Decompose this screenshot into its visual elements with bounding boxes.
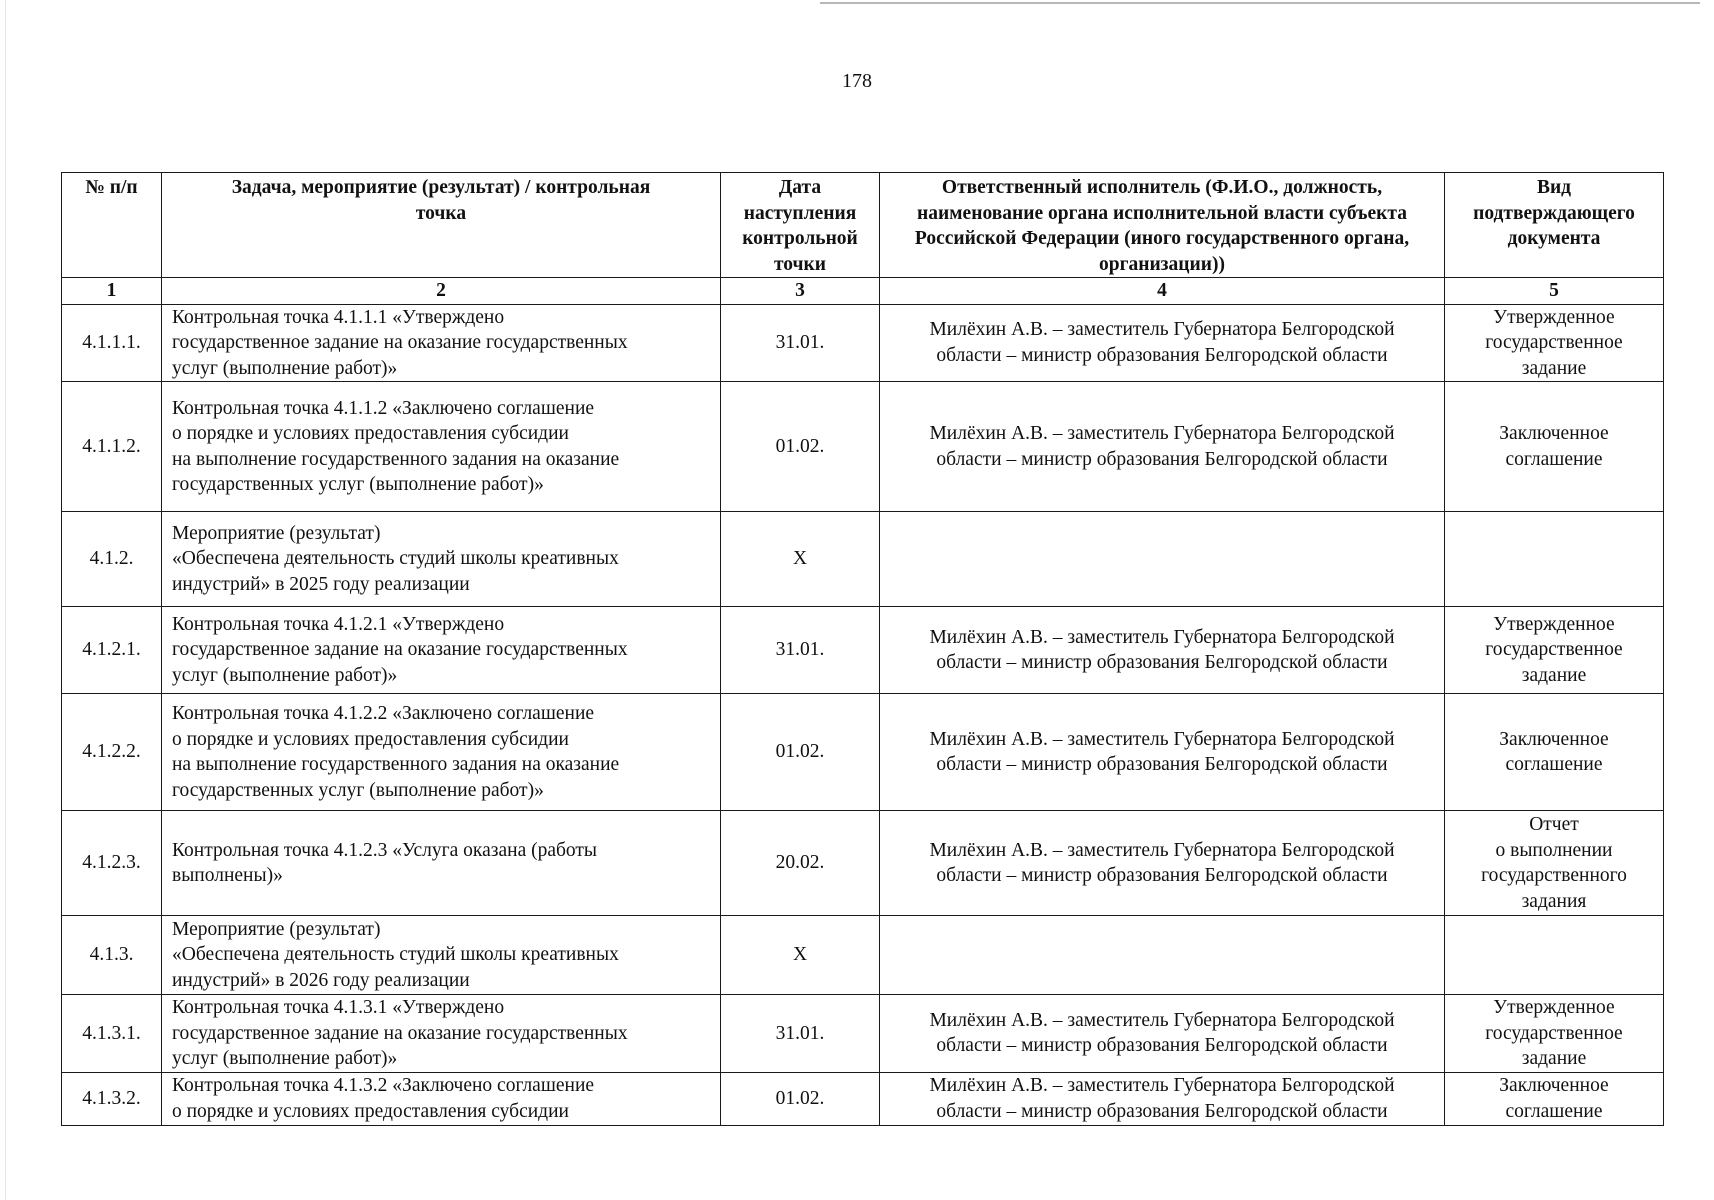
document-cell: [1445, 1072, 1664, 1125]
task-cell-line: услуг (выполнение работ)»: [172, 1048, 398, 1069]
table-row: [62, 1072, 1664, 1125]
document-cell-line: Заключенное: [1499, 1075, 1609, 1096]
header-number: № п/п: [62, 173, 162, 278]
task-cell-line: Контрольная точка 4.1.2.1 «Утверждено: [172, 613, 505, 635]
task-cell-line: индустрий» в 2026 году реализации: [172, 969, 470, 991]
table-row: [62, 811, 1664, 916]
task-cell: [162, 382, 721, 512]
table-row: [62, 382, 1664, 512]
header-responsible: Ответственный исполнитель (Ф.И.О., должность, наименование органа исполнительной власти субъекта Российской Федерации (иного государственного органа, организации)): [880, 173, 1445, 278]
document-cell-line: Утвержденное: [1493, 613, 1615, 635]
task-cell-line: Контрольная точка 4.1.1.2 «Заключено соглашение: [172, 397, 595, 419]
document-cell-line: соглашение: [1505, 448, 1603, 470]
task-cell: [162, 916, 721, 995]
document-cell-line: государственное: [1485, 1022, 1623, 1044]
task-cell-line: Контрольная точка 4.1.2.3 «Услуга оказана (работы: [172, 839, 598, 861]
document-cell-line: о выполнении: [1495, 839, 1613, 861]
task-cell-line: услуг (выполнение работ)»: [172, 357, 398, 379]
task-cell-line: «Обеспечена деятельность студий школы креативных: [172, 944, 619, 966]
task-cell-line: о порядке и условиях предоставления субсидии: [172, 423, 569, 444]
responsible-cell: [880, 382, 1445, 512]
task-cell-line: «Обеспечена деятельность студий школы креативных: [172, 548, 619, 570]
task-cell-line: Мероприятие (результат): [172, 918, 381, 940]
table-row: [62, 304, 1664, 382]
responsible-cell: [880, 1072, 1445, 1125]
task-cell-line: Мероприятие (результат): [172, 522, 381, 544]
task-cell-line: выполнены)»: [172, 865, 283, 886]
document-cell: [1445, 382, 1664, 512]
responsible-cell-line: области – министр образования Белгородской области: [936, 448, 1388, 470]
task-cell: [162, 1072, 721, 1125]
date-cell: 01.02.: [721, 1072, 880, 1125]
control-points-table: [61, 172, 1664, 1126]
column-number: 3: [721, 278, 880, 305]
document-cell-line: государственного: [1481, 865, 1627, 886]
task-cell-line: государственных услуг (выполнение работ)»: [172, 474, 544, 495]
document-cell: [1445, 304, 1664, 382]
responsible-cell-line: Милёхин А.В. – заместитель Губернатора Белгородской: [929, 626, 1395, 648]
responsible-cell-line: области – министр образования Белгородской области: [936, 865, 1388, 886]
row-number: 4.1.1.2.: [62, 382, 162, 512]
table-row: [62, 916, 1664, 995]
responsible-cell-line: Милёхин А.В. – заместитель Губернатора Белгородской: [929, 423, 1395, 444]
row-number: 4.1.3.2.: [62, 1072, 162, 1125]
task-cell: [162, 811, 721, 916]
document-cell: [1445, 607, 1664, 694]
responsible-cell-line: области – министр образования Белгородской области: [936, 652, 1388, 673]
task-cell-line: Контрольная точка 4.1.1.1 «Утверждено: [172, 306, 505, 328]
task-cell-line: индустрий» в 2025 году реализации: [172, 573, 470, 595]
date-cell: 31.01.: [721, 304, 880, 382]
page-number: 178: [842, 70, 872, 92]
header-task: Задача, мероприятие (результат) / контрольная точка: [162, 173, 721, 278]
task-cell: [162, 995, 721, 1073]
table-header-row: [62, 173, 1664, 278]
document-cell-line: государственное: [1485, 639, 1623, 661]
date-cell: Х: [721, 916, 880, 995]
responsible-cell: [880, 811, 1445, 916]
document-cell-line: Заключенное: [1499, 423, 1609, 444]
row-number: 4.1.3.1.: [62, 995, 162, 1073]
row-number: 4.1.2.3.: [62, 811, 162, 916]
responsible-cell-line: области – министр образования Белгородской области: [936, 754, 1388, 775]
task-cell-line: о порядке и условиях предоставления субсидии: [172, 1100, 569, 1122]
document-cell-line: задание: [1521, 1048, 1587, 1069]
header-date: Дата наступления контрольной точки: [721, 173, 880, 278]
task-cell: [162, 694, 721, 811]
responsible-cell: [880, 304, 1445, 382]
document-cell-line: Отчет: [1529, 814, 1579, 835]
document-cell-line: задание: [1521, 664, 1587, 686]
row-number: 4.1.2.: [62, 512, 162, 607]
task-cell-line: государственное задание на оказание государственных: [172, 639, 628, 661]
table-row: [62, 607, 1664, 694]
task-cell-line: Контрольная точка 4.1.3.1 «Утверждено: [172, 997, 505, 1018]
document-cell: [1445, 811, 1664, 916]
row-number: 4.1.1.1.: [62, 304, 162, 382]
task-cell: [162, 512, 721, 607]
responsible-cell-line: области – министр образования Белгородской области: [936, 344, 1388, 366]
date-cell: 20.02.: [721, 811, 880, 916]
table-row: [62, 694, 1664, 811]
document-cell: [1445, 694, 1664, 811]
document-cell-line: задания: [1521, 890, 1587, 912]
task-cell-line: государственное задание на оказание государственных: [172, 1022, 628, 1044]
row-number: 4.1.3.: [62, 916, 162, 995]
responsible-cell-line: Милёхин А.В. – заместитель Губернатора Белгородской: [929, 728, 1395, 750]
row-number: 4.1.2.1.: [62, 607, 162, 694]
task-cell-line: на выполнение государственного задания на оказание: [172, 448, 620, 470]
responsible-cell: [880, 607, 1445, 694]
responsible-cell-line: области – министр образования Белгородской области: [936, 1035, 1388, 1057]
responsible-cell-line: Милёхин А.В. – заместитель Губернатора Белгородской: [929, 319, 1395, 341]
date-cell: 31.01.: [721, 607, 880, 694]
date-cell: 01.02.: [721, 694, 880, 811]
responsible-cell: [880, 512, 1445, 607]
responsible-cell-line: Милёхин А.В. – заместитель Губернатора Белгородской: [929, 1075, 1395, 1096]
responsible-cell: [880, 916, 1445, 995]
task-cell: [162, 607, 721, 694]
document-cell-line: Утвержденное: [1493, 997, 1615, 1018]
column-number: 1: [62, 278, 162, 305]
date-cell: Х: [721, 512, 880, 607]
scan-edge-top: [820, 2, 1700, 4]
responsible-cell: [880, 694, 1445, 811]
task-cell-line: услуг (выполнение работ)»: [172, 664, 398, 686]
document-cell-line: Заключенное: [1499, 728, 1609, 750]
table-row: [62, 995, 1664, 1073]
document-cell-line: соглашение: [1505, 754, 1603, 775]
task-cell-line: Контрольная точка 4.1.2.2 «Заключено соглашение: [172, 703, 595, 724]
table-row: [62, 512, 1664, 607]
date-cell: 01.02.: [721, 382, 880, 512]
scan-edge-left: [5, 0, 6, 1200]
responsible-cell-line: Милёхин А.В. – заместитель Губернатора Белгородской: [929, 1009, 1395, 1031]
document-cell-line: государственное: [1485, 332, 1623, 353]
column-numbers-row: [62, 278, 1664, 305]
date-cell: 31.01.: [721, 995, 880, 1073]
responsible-cell: [880, 995, 1445, 1073]
task-cell: [162, 304, 721, 382]
column-number: 5: [1445, 278, 1664, 305]
document-cell-line: Утвержденное: [1493, 306, 1615, 328]
document-cell: [1445, 995, 1664, 1073]
column-number: 4: [880, 278, 1445, 305]
document-cell: [1445, 916, 1664, 995]
document-cell: [1445, 512, 1664, 607]
task-cell-line: о порядке и условиях предоставления субсидии: [172, 728, 569, 750]
document-cell-line: задание: [1521, 357, 1587, 379]
task-cell-line: Контрольная точка 4.1.3.2 «Заключено соглашение: [172, 1075, 595, 1096]
responsible-cell-line: области – министр образования Белгородской области: [936, 1100, 1388, 1122]
task-cell-line: государственных услуг (выполнение работ)»: [172, 779, 544, 801]
row-number: 4.1.2.2.: [62, 694, 162, 811]
header-document: Вид подтверждающего документа: [1445, 173, 1664, 278]
task-cell-line: на выполнение государственного задания на оказание: [172, 754, 620, 775]
document-cell-line: соглашение: [1505, 1100, 1603, 1122]
column-number: 2: [162, 278, 721, 305]
responsible-cell-line: Милёхин А.В. – заместитель Губернатора Белгородской: [929, 839, 1395, 861]
task-cell-line: государственное задание на оказание государственных: [172, 332, 628, 353]
